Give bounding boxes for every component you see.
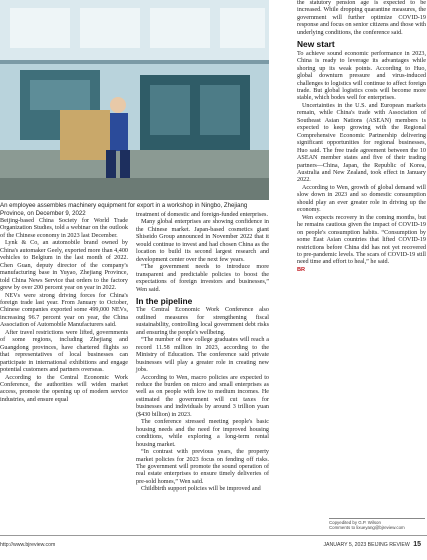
article-column-1 [0, 218, 128, 404]
paragraph: Wen expects recovery in the coming months, but he remains cautious given the impact of COVID-19 on people's consumption habits. “Consumption by some East Asian countries that lifted COVID-19 restrictions before China did has not yet recovered to pre-pandemic levels. The scars of COVID-19 still need time and effort to heal,” he said. [297, 214, 426, 266]
paragraph: The conference stressed meeting people's basic housing needs and the need for improved housing conditions, while exploring a long-term rental housing market. [136, 419, 269, 448]
workshop-illustration [0, 0, 269, 200]
paragraph: Childbirth support policies will be improved and [141, 486, 261, 493]
paragraph: Many global enterprises are showing confidence in the Chinese market. Japan-based cosmetics giant Shiseido Group announced in November 2022 that it would continue to invest and had chosen China as the location to build its second largest research and development center over the next few years. [136, 219, 269, 263]
paragraph: To achieve sound economic performance in 2023, China is ready to leverage its advantages while shoring up its weak points. According to Huo, global downturn pressure and virus-induced challenges to logistics will continue to affect foreign trade. But global logistics costs will become more stable, which bodes well for enterprises. [297, 50, 426, 102]
paragraph: Lynk & Co, an automobile brand owned by China's automaker Geely, exported more than 4,400 vehicles to Belgium in the last month of 2022. Chen Guan, deputy director of the company's manufacturing base in Yuyao, Zhejiang Province, told China News Service that orders to the factory grew by over 200 percent year on year in 2022. [0, 240, 128, 292]
paragraph: “In contrast with previous years, the property market policies for 2023 focus on fending off risks. The government will promote the sound operation of real estate enterprises to ensure timely deliveries of pre-sold homes,” Wen said. [136, 449, 269, 485]
footer-divider [0, 535, 427, 536]
paragraph: The Central Economic Work Conference also outlined measures for strengthening fiscal sustainability, controlling local government debt risks and ensuring the people's wellbeing. [136, 307, 269, 336]
footer-issue-info [323, 541, 421, 548]
paragraph: After travel restrictions were lifted, governments of some regions, including Zhejiang and Guangdong provinces, have chartered flights so that representatives of local businesses can participate in international exhibitions and engage potential customers and partners overseas. [0, 329, 128, 374]
paragraph: Uncertainties in the U.S. and European markets remain, while China's trade with Association of Southeast Asian Nations (ASEAN) members is expected to keep growing with the Regional Comprehensive Economic Partnership delivering significant opportunities for regional businesses, Huo said. The free trade agreement between the 10 ASEAN member states and five of their trading partners—China, Japan, the Republic of Korea, Australia and New Zealand, took effect in January 2022. [297, 102, 426, 184]
article-column-3 [297, 0, 426, 274]
article-column-2 [136, 212, 269, 494]
paragraph: “The number of new college graduates will reach a record 11.58 million in 2023, according to the Ministry of Education. The conference said private businesses will play a greater role in creating new jobs. [136, 337, 269, 374]
photo-caption: An employee assembles machinery equipment for export in a workshop in Ningbo, Zhejiang Province, on December 9, 2022 [0, 202, 248, 217]
paragraph: According to the Central Economic Work Conference, the authorities will widen market access, promote the opening up of modern service industries, and ensure equal [0, 374, 128, 403]
paragraph: According to Wen, macro policies are expected to reduce the burden on micro and small enterprises as well as on people with low to medium incomes. He estimated the government will cut taxes for businesses and individuals by around 3 trillion yuan ($430 billion) in 2023. [136, 374, 269, 418]
footer-url[interactable]: http://www.bjreview.com [0, 542, 56, 548]
comments-line: Comments to lixueyang@bjreview.com [329, 525, 405, 531]
paragraph: NEVs were strong driving forces for China's foreign trade last year. From January to October, Chinese companies exported some 499,000 NEVs, increasing 96.7 percent year on year, the China Association of Automobile Manufacturers said. [0, 292, 128, 329]
paragraph: “The government needs to introduce more transparent and predictable policies to boost the expectations of foreign investors and businesses,” Wen said. [136, 264, 269, 293]
workshop-photo [0, 0, 269, 200]
copyedit-credit [329, 518, 425, 531]
issue-date: JANUARY 5, 2023 BEIJING REVIEW [323, 542, 410, 548]
section-heading: In the pipeline [136, 295, 193, 306]
paragraph: According to Wen, growth of global demand will slow down in 2023 and so domestic consumption should play an ever greater role in driving up the economy. [297, 184, 426, 214]
paragraph: the statutory pension age is expected to be increased. While dropping quarantine measures, the government will further optimize COVID-19 response and focus on senior citizens and those with underlying conditions, the conference said. [297, 0, 426, 36]
paragraph: Beijing-based China Society for World Trade Organization Studies, told a webinar on the outlook of the Chinese economy in 2023 last December. [0, 218, 128, 239]
end-mark: BR [297, 266, 306, 273]
page-number: 15 [413, 541, 421, 548]
copyeditor-line: Copyedited by G.P. Wilson [329, 520, 381, 525]
section-heading: New start [297, 39, 335, 50]
paragraph: treatment of domestic and foreign-funded enterprises. [136, 212, 268, 218]
